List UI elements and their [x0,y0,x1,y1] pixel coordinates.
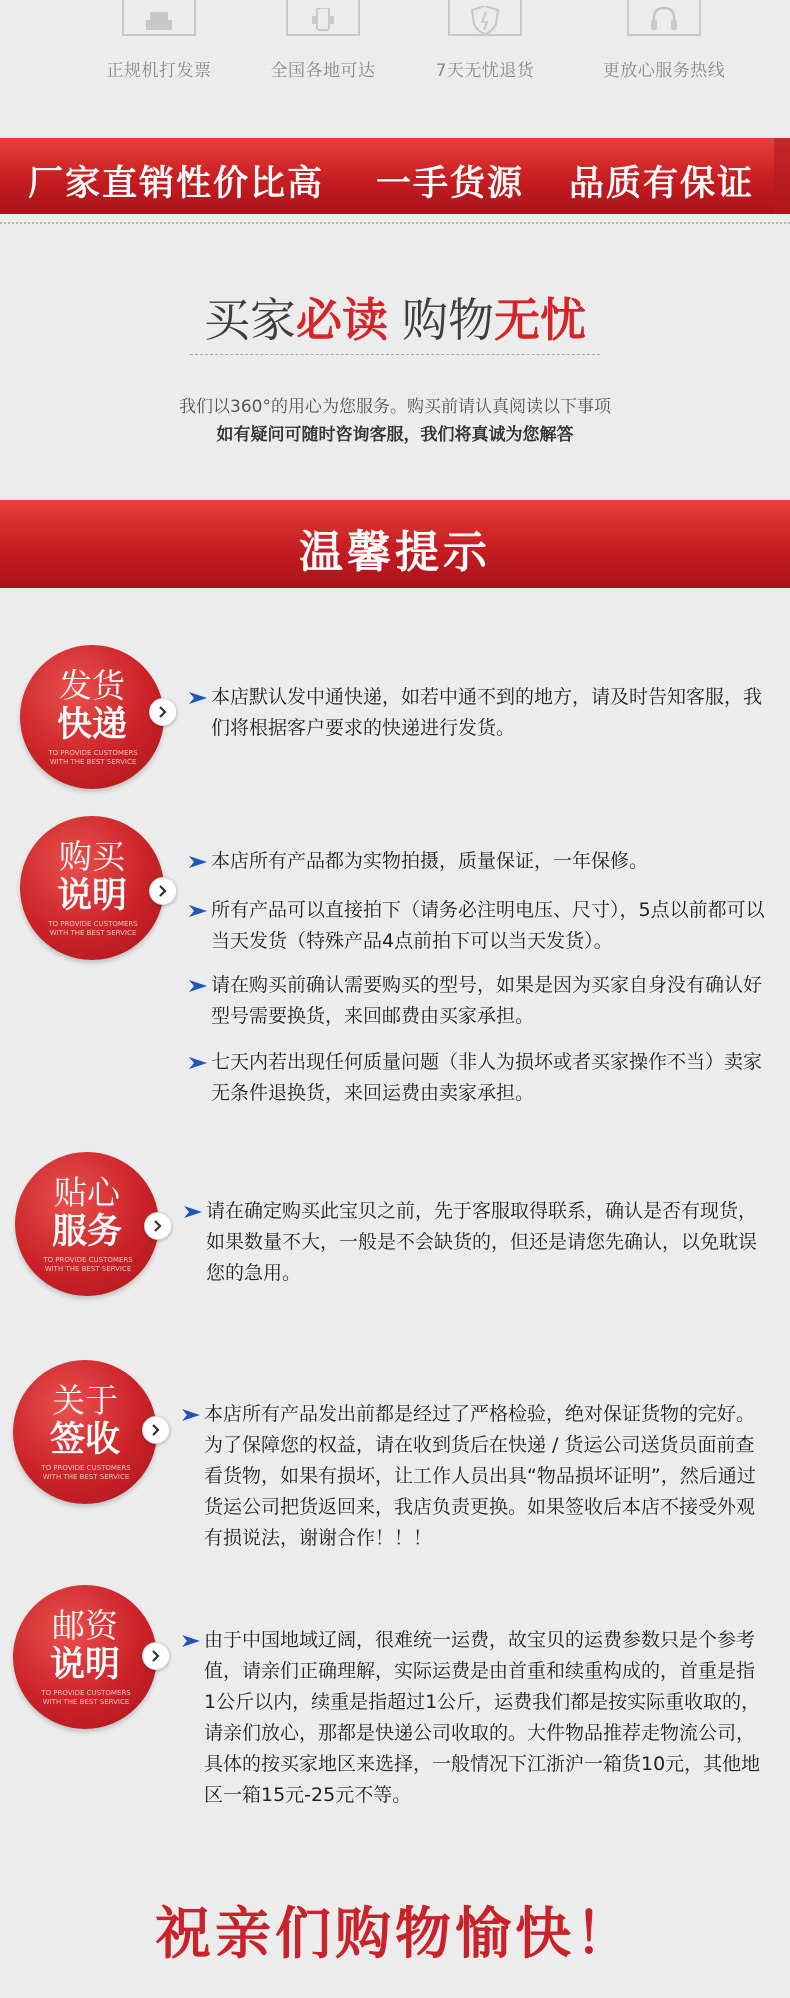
list-item: 本店所有产品发出前都是经过了严格检验，绝对保证货物的完好。为了保障您的权益，请在收到货后在快递 / 货运公司送货员面前查看货物，如果有损坏，让工作人员出具“物品损坏证明”，然后通过货运公司把货返回来，我店负责更换。如果签收后本店不接受外观有损说法，谢谢合作！！！ [182,1399,772,1554]
chevron-right-icon [142,1416,170,1444]
list-item: 本店所有产品都为实物拍摄，质量保证，一年保修。 [189,846,749,877]
arrow-bullet-icon [189,856,207,868]
banner-edge [774,138,790,214]
list-item: 本店默认发中通快递，如若中通不到的地方，请及时告知客服，我们将根据客户要求的快递进行发货。 [189,682,769,744]
chevron-right-icon [149,698,177,726]
section-badge-purchase: 购买 说明 TO PROVIDE CUSTOMERS WITH THE BEST SERVICE [20,816,164,960]
chevron-right-icon [144,1212,172,1240]
printer-icon [122,0,196,36]
section-badge-postage: 邮资 说明 TO PROVIDE CUSTOMERS WITH THE BEST SERVICE [13,1585,157,1729]
chevron-right-icon [149,877,177,905]
arrow-bullet-icon [182,1409,200,1421]
service-strip [0,0,790,138]
tips-banner-title: 温馨提示 [299,527,491,578]
list-item: 请在购买前确认需要购买的型号，如果是因为买家自身没有确认好型号需要换货，来回邮费由买家承担。 [189,970,769,1032]
list-item: 请在确定购买此宝贝之前，先于客服取得联系，确认是否有现货，如果数量不大，一般是不会缺货的，但还是请您先确认，以免耽误您的急用。 [184,1196,764,1289]
service-delivery [238,0,408,81]
dotted-divider [0,222,790,224]
arrow-bullet-icon [189,905,207,917]
service-label: 全国各地可达 [270,61,376,81]
title-underline [190,354,600,355]
section-badge-shipping: 发货 快递 TO PROVIDE CUSTOMERS WITH THE BEST SERVICE [20,645,164,789]
service-return [400,0,570,81]
arrow-bullet-icon [182,1635,200,1647]
promo-banner [0,138,790,214]
service-label: 正规机打发票 [106,61,212,81]
promo-text: 厂家直销性价比高 [28,164,325,204]
shield-icon [448,0,522,36]
service-invoice [74,0,244,81]
promo-text: 品质有保证 [569,164,755,204]
must-read-title: 买家必读 购物无忧 [204,293,586,347]
must-read-subtitle: 我们以360°的用心为您服务。购买前请认真阅读以下事项 [179,397,611,417]
chevron-right-icon [142,1642,170,1670]
arrow-bullet-icon [189,692,207,704]
section-badge-service: 贴心 服务 TO PROVIDE CUSTOMERS WITH THE BEST SERVICE [15,1152,159,1296]
section-badge-signing: 关于 签收 TO PROVIDE CUSTOMERS WITH THE BEST SERVICE [13,1360,157,1504]
promo-text: 一手货源 [376,164,525,204]
footer-slogan: 祝亲们购物愉快！ [155,1902,635,1967]
service-hotline [579,0,749,81]
list-item: 由于中国地域辽阔，很难统一运费，故宝贝的运费参数只是个参考值，请亲们正确理解，实际运费是由首重和续重构成的，首重是指1公斤以内，续重是指超过1公斤，运费我们都是按实际重收取的，请亲们放心，那都是快递公司收取的。大件物品推荐走物流公司，具体的按买家地区来选择，一般情况下江浙沪一箱货10元，其他地区一箱15元-25元不等。 [182,1625,762,1811]
tips-banner [0,500,790,588]
service-label: 7天无忧退货 [435,61,535,81]
list-item: 所有产品可以直接拍下（请务必注明电压、尺寸），5点以前都可以当天发货（特殊产品4点前拍下可以当天发货）。 [189,895,769,957]
service-label: 更放心服务热线 [602,61,726,81]
must-read-subtitle-bold: 如有疑问可随时咨询客服，我们将真诚为您解答 [216,425,574,445]
list-item: 七天内若出现任何质量问题（非人为损坏或者买家操作不当）卖家无条件退换货，来回运费由卖家承担。 [189,1047,769,1109]
headset-icon [627,0,701,36]
truck-phone-icon [286,0,360,36]
arrow-bullet-icon [184,1206,202,1218]
arrow-bullet-icon [189,980,207,992]
arrow-bullet-icon [189,1057,207,1069]
